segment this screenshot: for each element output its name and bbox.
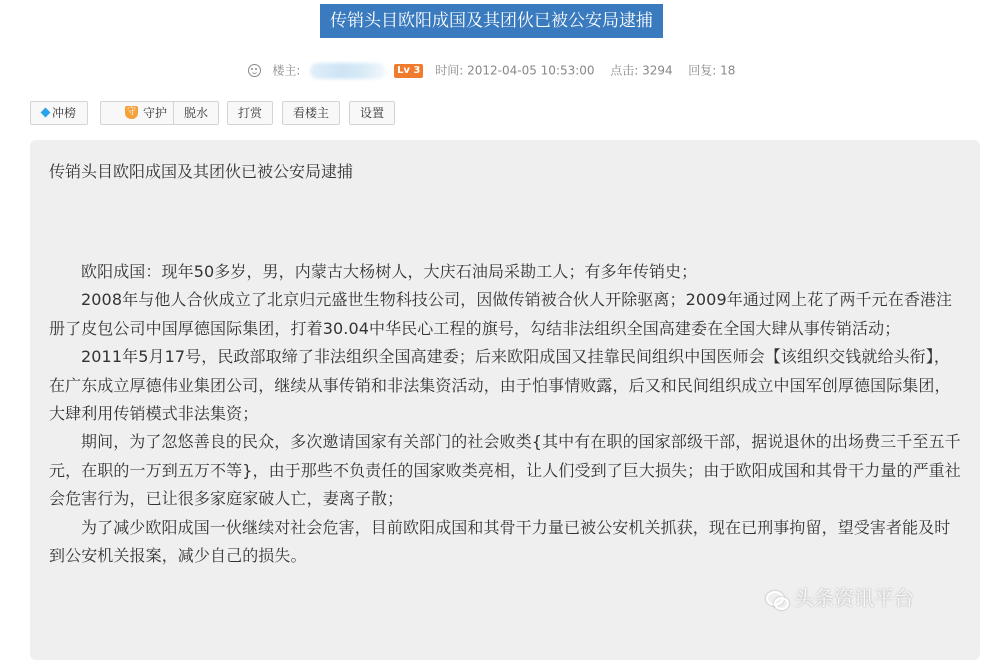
settings-button[interactable] [349,101,395,125]
post-title: 传销头目欧阳成国及其团伙已被公安局逮捕 [320,4,663,38]
clicks-value: 3294 [642,63,673,78]
watermark-text: 头条资讯平台 [794,586,914,610]
rush-label: 冲榜 [51,106,76,120]
paragraph-2: 2008年与他人合伙成立了北京归元盛世生物科技公司，因做传销被合伙人开除驱离；2009年通过网上花了两千元在香港注册了皮包公司中国厚德国际集团，打着30.04中华民心工程的旗号，勾结非法组织全国高建委在全国大肆从事传销活动； [49,290,953,338]
post-meta [0,61,983,80]
replies-value: 18 [720,63,736,78]
shield-icon: 守 [126,107,136,117]
tip-button[interactable] [227,101,273,125]
rush-button[interactable] [30,101,88,125]
wechat-icon [766,591,788,609]
author-name-blurred[interactable] [310,63,386,79]
author-label: 楼主: [272,63,301,78]
content-body [49,258,965,570]
paragraph-1: 欧阳成国：现年50多岁，男，内蒙古大杨树人，大庆石油局采勘工人；有多年传销史； [81,262,698,281]
content-title: 传销头目欧阳成国及其团伙已被公安局逮捕 [49,162,354,181]
diamond-icon [41,108,51,118]
paragraph-5: 为了减少欧阳成国一伙继续对社会危害，目前欧阳成国和其骨干力量已被公安机关抓获，现在已刑事拘留，望受害者能及时到公安机关报案，减少自己的损失。 [49,517,951,566]
dehydrate-button[interactable] [173,101,219,125]
guard-label: 守护 [142,106,167,120]
paragraph-4: 期间，为了忽悠善良的民众，多次邀请国家有关部门的社会败类{其中有在职的国家部级干部，据说退休的出场费三千至五千元，在职的一万到五万不等}，由于那些不负责任的国家败类亮相，让人们受到了巨大损失；由于欧阳成国和其骨干力量的严重社会危害行为，已让很多家庭家破人亡，妻离子散； [49,432,961,509]
smile-icon [248,64,261,77]
author-only-label: 看楼主 [292,106,329,120]
time-value: 2012-04-05 10:53:00 [467,63,595,78]
tip-label: 打赏 [237,106,262,120]
dehydrate-label: 脱水 [183,106,208,120]
post-content [30,140,980,660]
clicks-label: 点击: [610,63,639,78]
post-title-wrap [0,4,983,38]
settings-label: 设置 [359,106,384,120]
paragraph-3: 2011年5月17号，民政部取缔了非法组织全国高建委；后来欧阳成国又挂靠民间组织中国医师会【该组织交钱就给头衔】，在广东成立厚德伟业集团公司，继续从事传销和非法集资活动，由于怕事情败露，后又和民间组织成立中国军创厚德国际集团，大肆利用传销模式非法集资； [49,347,951,424]
author-only-button[interactable] [282,101,340,125]
watermark [766,585,914,611]
replies-label: 回复: [688,63,717,78]
time-label: 时间: [435,63,464,78]
level-badge: Lv 3 [394,64,423,78]
